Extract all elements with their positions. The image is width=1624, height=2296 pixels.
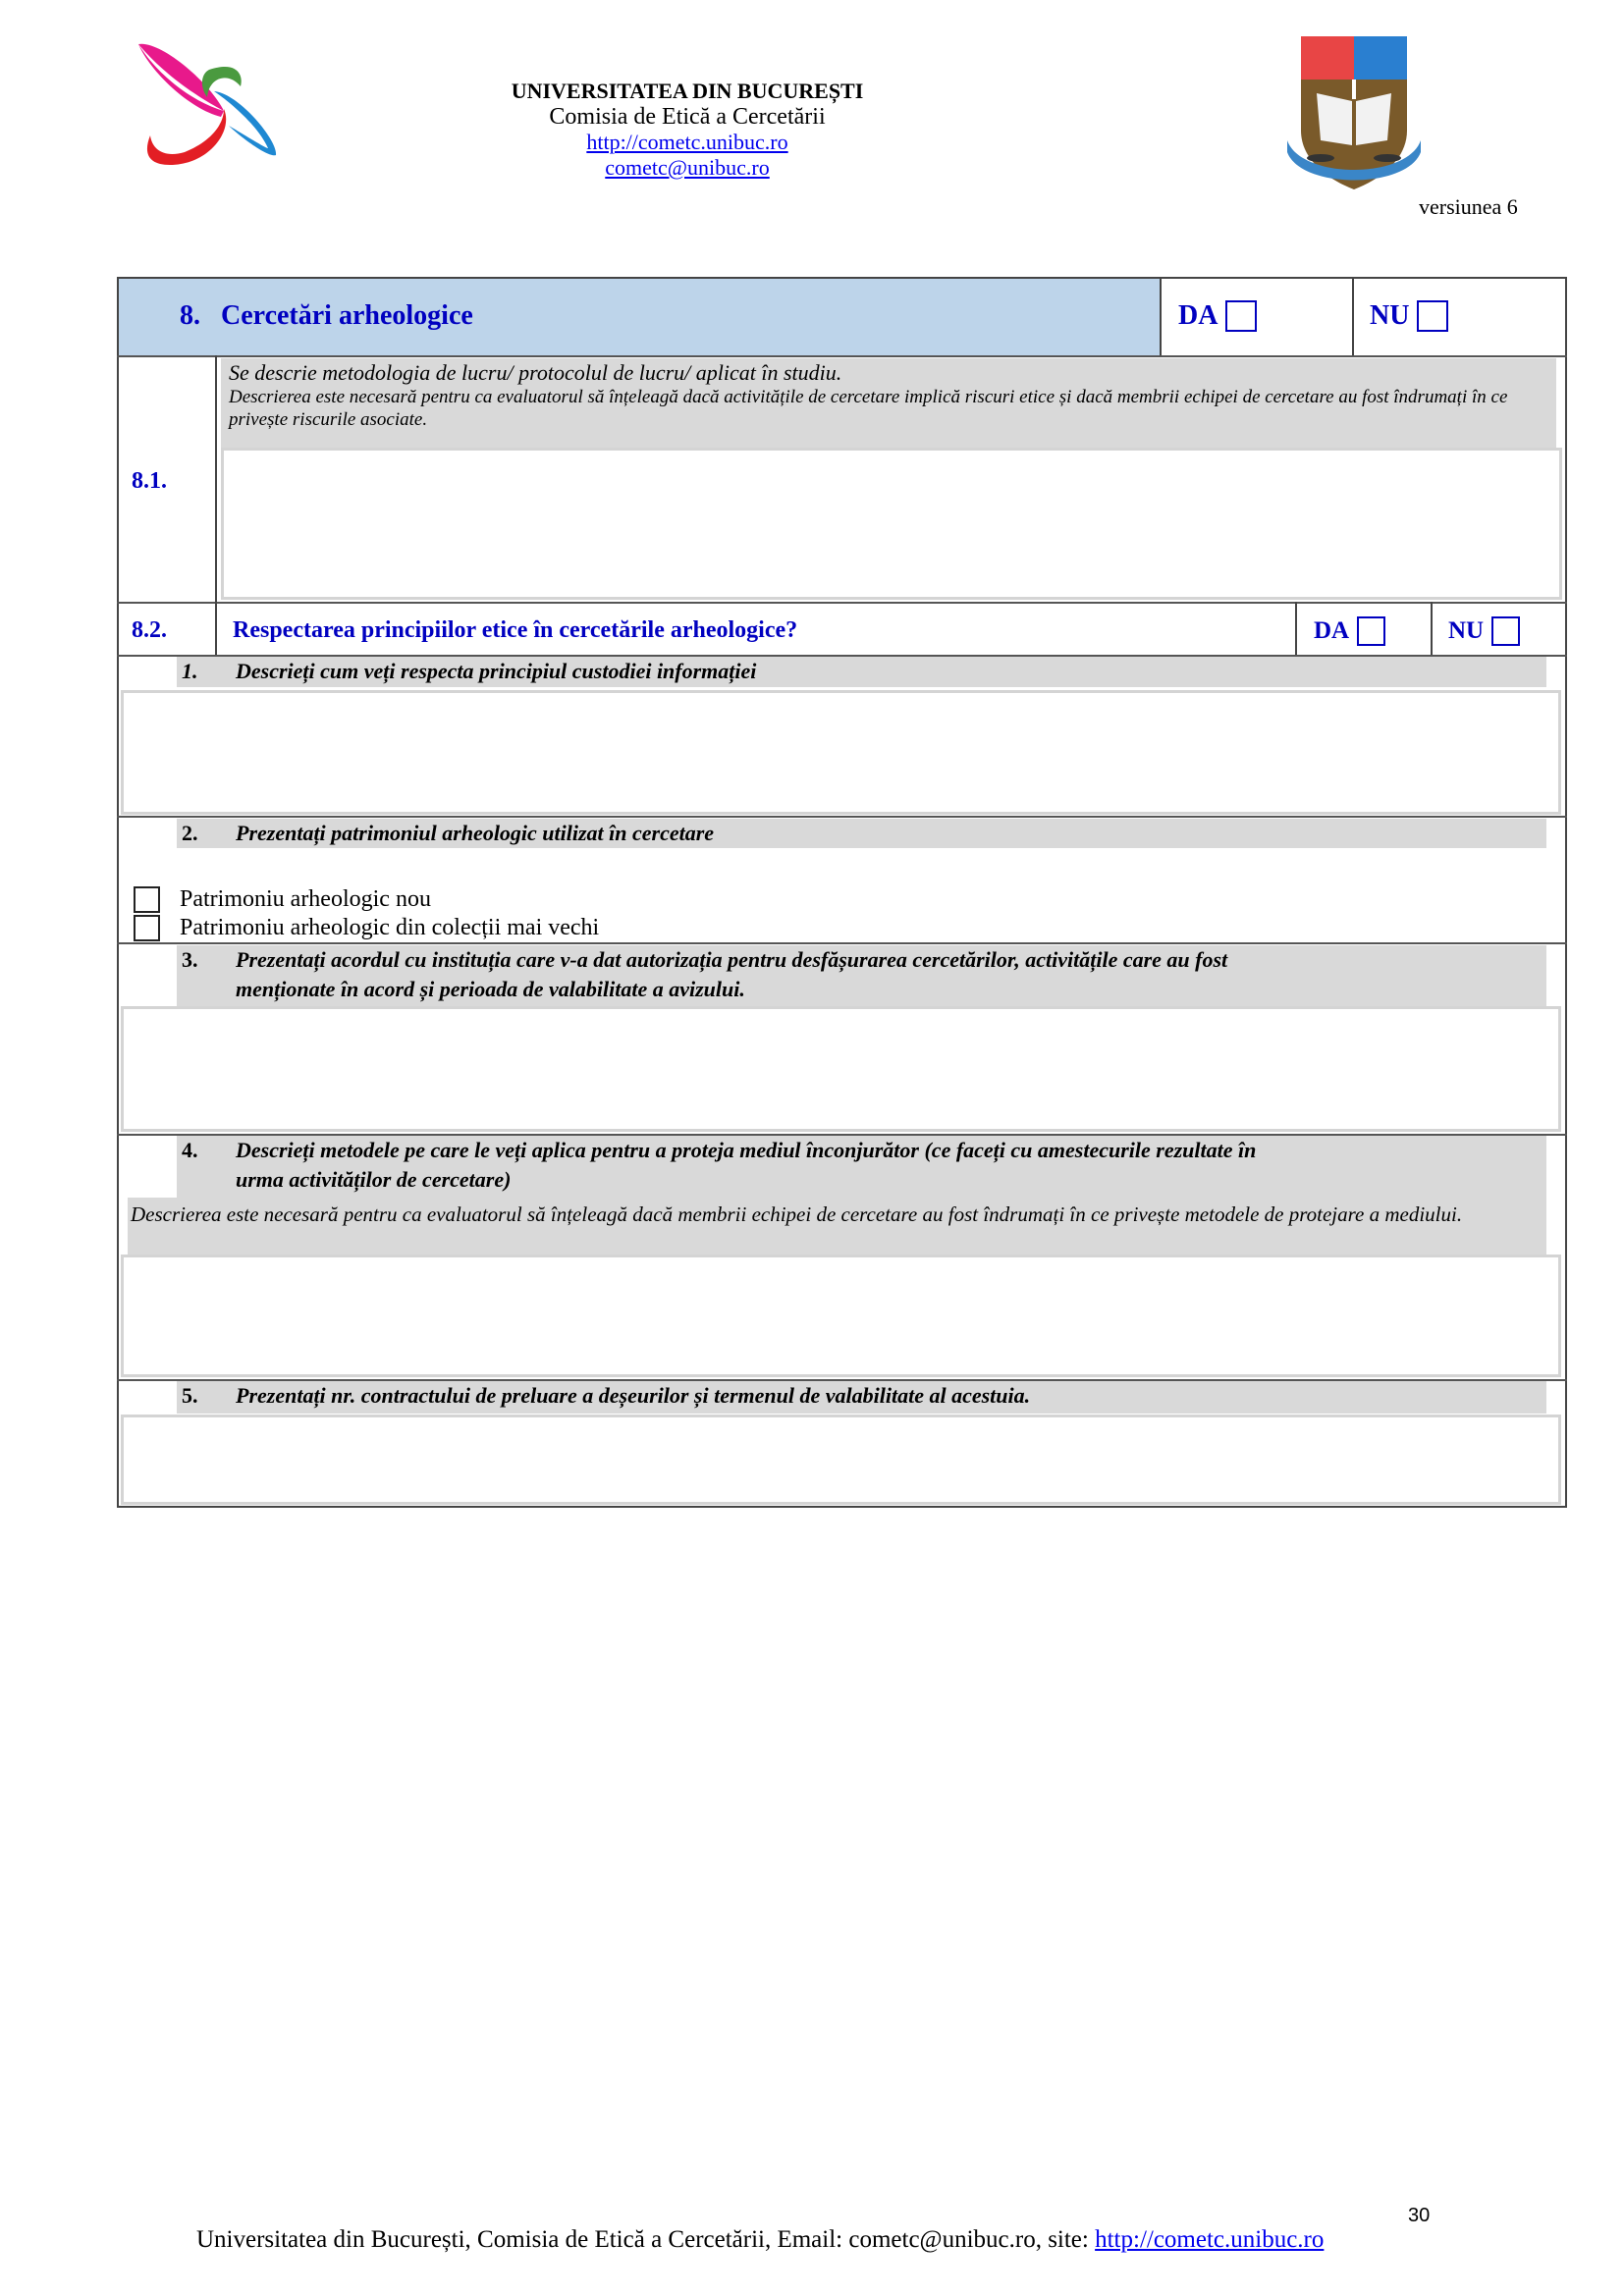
item-4-answer-field[interactable] — [121, 1255, 1561, 1377]
item-1-text: Descrieți cum veți respecta principiul custodiei informației — [236, 659, 757, 683]
item-5-answer-field[interactable] — [121, 1415, 1561, 1505]
item-3-text-line2: menționate în acord și perioada de valabilitate a avizului. — [236, 977, 745, 1001]
no-label: NU — [1448, 617, 1485, 644]
item-3-number: 3. — [182, 947, 198, 972]
section-no-option[interactable] — [1370, 300, 1448, 332]
website-link[interactable]: http://cometc.unibuc.ro — [586, 130, 788, 154]
item-3-answer-field[interactable] — [121, 1006, 1561, 1132]
footer-website-link[interactable]: http://cometc.unibuc.ro — [1095, 2226, 1325, 2253]
subsection-82-question: Respectarea principiilor etice în cercetările arheologice? — [233, 617, 798, 643]
section-title — [180, 300, 473, 332]
option-old-collections[interactable] — [134, 914, 599, 942]
version-label: versiunea 6 — [1419, 194, 1518, 219]
divider — [1352, 279, 1354, 355]
subsection-81-answer-field[interactable] — [221, 448, 1562, 600]
option-label: Patrimoniu arheologic nou — [180, 886, 431, 912]
section-title-text: Cercetări arheologice — [221, 300, 473, 331]
university-crest-icon — [1281, 32, 1427, 191]
yes-label: DA — [1314, 617, 1350, 644]
item-4-note: Descrierea este necesară pentru ca evaluatorul să înțeleagă dacă membrii echipei de cercetare au fost îndrumați în ce privește metodele de protejare a mediului. — [128, 1198, 1546, 1255]
row-divider — [117, 816, 1567, 818]
item-5-text: Prezentați nr. contractului de preluare a deșeurilor și termenul de valabilitate al acestuia. — [236, 1383, 1031, 1408]
row-divider — [117, 942, 1567, 944]
divider — [1431, 602, 1433, 656]
checkbox[interactable] — [134, 915, 160, 941]
item-1-answer-field[interactable] — [121, 690, 1561, 815]
header-block — [442, 79, 933, 181]
item-2-options — [134, 885, 599, 942]
university-name: UNIVERSITATEA DIN BUCUREȘTI — [511, 79, 864, 103]
checkbox[interactable] — [134, 886, 160, 913]
row-divider — [117, 355, 1567, 357]
email-link[interactable]: cometc@unibuc.ro — [605, 155, 770, 180]
cometc-logo-icon — [131, 32, 278, 175]
yes-label: DA — [1178, 300, 1218, 331]
divider — [215, 602, 217, 656]
footer — [196, 2226, 1324, 2254]
item-2-number: 2. — [182, 821, 198, 845]
subsection-82-yes-option[interactable] — [1314, 616, 1385, 646]
commission-name: Comisia de Etică a Cercetării — [549, 104, 826, 130]
description-main: Se descrie metodologia de lucru/ protocolul de lucru/ aplicat în studiu. — [229, 360, 842, 385]
divider — [1160, 279, 1162, 355]
option-label: Patrimoniu arheologic din colecții mai vechi — [180, 915, 600, 940]
item-5-number: 5. — [182, 1383, 198, 1408]
yes-checkbox[interactable] — [1225, 300, 1257, 332]
page-number: 30 — [1408, 2205, 1431, 2226]
item-4-text-line1: Descrieți metodele pe care le veți aplica pentru a proteja mediul înconjurător (ce faceți cu amestecurile rezultate în — [236, 1138, 1257, 1162]
description-note: Descrierea este necesară pentru ca evaluatorul să înțeleagă dacă activitățile de cercetare implică riscuri etice și dacă membrii echipei de cercetare au fost îndrumați în ce privește riscurile asociate. — [229, 387, 1508, 430]
item-1-number: 1. — [182, 659, 198, 683]
footer-text: Universitatea din București, Comisia de Etică a Cercetării, Email: cometc@unibuc.ro, site: — [196, 2226, 1096, 2253]
option-new-heritage[interactable] — [134, 885, 599, 914]
yes-checkbox[interactable] — [1357, 616, 1385, 646]
item-4-text-line2: urma activităților de cercetare) — [236, 1167, 512, 1192]
item-4-question — [177, 1136, 1546, 1198]
no-checkbox[interactable] — [1491, 616, 1520, 646]
item-3-question — [177, 945, 1546, 1006]
divider — [1295, 602, 1297, 656]
subsection-82-no-option[interactable] — [1448, 616, 1520, 646]
item-3-text-line1: Prezentați acordul cu instituția care v-a dat autorizația pentru desfășurarea cercetărilor, activitățile care au fost — [236, 947, 1228, 972]
item-2-text: Prezentați patrimoniul arheologic utilizat în cercetare — [236, 821, 715, 845]
section-number: 8. — [180, 300, 200, 331]
divider — [215, 355, 217, 602]
item-1-question — [177, 657, 1546, 687]
subsection-81-description — [221, 358, 1556, 448]
no-label: NU — [1370, 300, 1410, 331]
item-5-question — [177, 1381, 1546, 1414]
no-checkbox[interactable] — [1417, 300, 1448, 332]
section-yes-option[interactable] — [1178, 300, 1257, 332]
subsection-82-label: 8.2. — [132, 617, 167, 643]
subsection-81-label: 8.1. — [132, 468, 167, 494]
item-2-question — [177, 819, 1546, 848]
row-divider — [117, 602, 1567, 604]
item-4-number: 4. — [182, 1138, 198, 1162]
